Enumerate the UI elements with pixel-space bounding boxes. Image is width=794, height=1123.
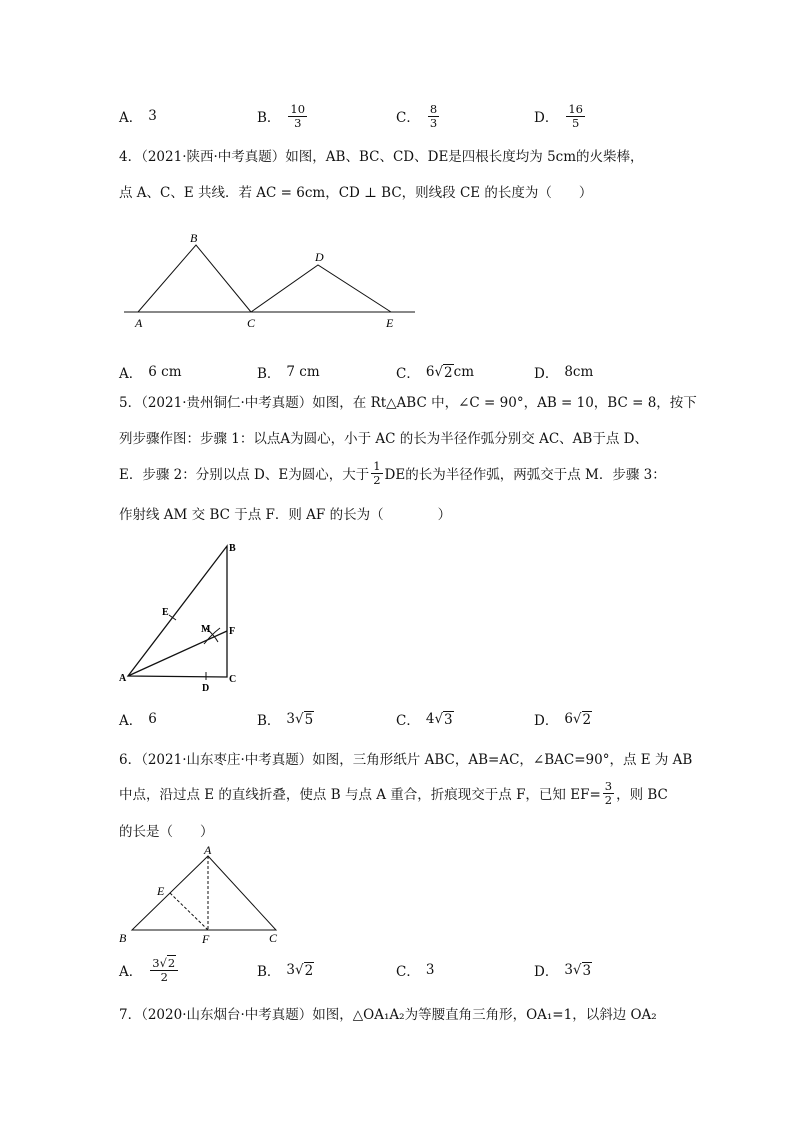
option-value: 6	[148, 711, 157, 727]
point-b-label: B	[229, 543, 236, 554]
question-number: 7．	[119, 1007, 142, 1023]
question-source: （2020·山东烟台·中考真题）	[141, 1007, 313, 1023]
q3-option-d	[534, 98, 587, 134]
option-label: D．	[534, 110, 559, 126]
sqrt-sign: √	[434, 711, 444, 727]
sqrt-sign: √	[572, 962, 582, 978]
radicand: 2	[582, 711, 592, 728]
point-f-label: F	[202, 932, 210, 946]
unit: cm	[453, 364, 475, 380]
radicand: 3	[582, 962, 592, 979]
question-source: （2021·山东枣庄·中考真题）	[141, 752, 313, 768]
option-value: 3	[148, 108, 157, 124]
q5-option-a	[119, 701, 157, 737]
point-c-label: C	[229, 674, 237, 685]
q3-option-a	[119, 98, 157, 134]
option-label: B．	[257, 366, 281, 382]
q6-option-c	[396, 950, 434, 990]
option-label: C．	[396, 964, 420, 980]
q4-figure	[120, 224, 420, 334]
q5-line-3	[119, 458, 666, 488]
coefficient: 6	[564, 711, 573, 727]
option-label: A．	[119, 964, 143, 980]
question-text: DE的长为半径作弧，两弧交于点 M．步骤 3：	[384, 467, 666, 483]
point-c-label: C	[269, 931, 278, 945]
option-label: A．	[119, 366, 143, 382]
option-value: 8cm	[564, 364, 594, 380]
question-text: E．步骤 2：分别以点 D、E为圆心，大于	[119, 467, 370, 483]
point-a-label: A	[119, 673, 127, 684]
point-c-label: C	[247, 316, 256, 330]
fraction: $\frac{8}{3}$	[429, 101, 438, 130]
q4-option-d	[534, 354, 593, 390]
q6-line-2	[119, 778, 668, 808]
q5-option-d	[534, 701, 592, 737]
sqrt-sign: √	[159, 955, 167, 970]
radicand: 3	[444, 711, 453, 728]
fraction: $\frac{1}{2}$	[373, 458, 381, 487]
coefficient: 3	[286, 962, 296, 978]
question-number: 5．	[119, 395, 142, 411]
sqrt-sign: √	[572, 711, 582, 727]
option-label: A．	[119, 713, 143, 729]
point-b-label: B	[190, 231, 198, 245]
option-label: D．	[534, 964, 559, 980]
coefficient: 4	[425, 711, 435, 727]
radicand: 2	[167, 955, 176, 970]
q5-option-b	[257, 701, 314, 737]
point-e-label: E	[162, 607, 169, 618]
fraction: $\frac{3√2}{2}$	[150, 957, 178, 984]
point-e-label: E	[386, 316, 394, 330]
question-text: 如图，三角形纸片 ABC，AB=AC，∠BAC=90°，点 E 为 AB	[312, 752, 693, 768]
q6-figure	[116, 842, 286, 947]
q4-option-b	[257, 354, 320, 390]
option-value: 6 cm	[148, 364, 182, 380]
question-number: 4．	[119, 149, 142, 165]
point-d-label: D	[202, 683, 210, 693]
question-number: 6．	[119, 752, 142, 768]
question-text: 如图，AB、BC、CD、DE是四根长度均为 5cm的火柴棒，	[285, 149, 644, 165]
question-source: （2021·贵州铜仁·中考真题）	[141, 395, 313, 411]
coefficient: 6	[425, 364, 435, 380]
fraction: $\frac{10}{3}$	[290, 101, 306, 130]
q6-option-b	[257, 950, 314, 990]
q6-line-1	[119, 748, 692, 768]
point-f-label: F	[229, 626, 236, 637]
q5-options	[119, 701, 679, 737]
q5-line-2	[119, 427, 648, 447]
option-label: B．	[257, 964, 281, 980]
question-text: 的长是（ ）	[119, 824, 214, 840]
point-a-label: A	[135, 316, 143, 330]
point-a-label: A	[204, 843, 212, 857]
fraction: $\frac{3}{2}$	[604, 778, 613, 807]
q3-option-c	[396, 98, 441, 134]
radicand: 5	[304, 711, 314, 728]
option-label: B．	[257, 713, 281, 729]
option-label: B．	[257, 110, 281, 126]
question-text: ，则 BC	[616, 787, 668, 803]
q3-options	[119, 98, 679, 134]
option-label: C．	[396, 366, 420, 382]
question-text: 如图，△OA₁A₂为等腰直角三角形，OA₁=1，以斜边 OA₂	[312, 1007, 657, 1023]
point-d-label: D	[315, 250, 324, 264]
q6-option-a	[119, 950, 180, 990]
option-label: C．	[396, 713, 420, 729]
option-value: 3	[425, 962, 435, 978]
q5-figure	[116, 538, 256, 693]
point-m-label: M	[201, 624, 211, 635]
q3-option-b	[257, 98, 309, 134]
q5-line-4	[119, 503, 451, 523]
q7-line-1	[119, 1003, 657, 1023]
question-text: 点 A、C、E 共线．若 AC = 6cm，CD ⊥ BC，则线段 CE 的长度为（ ）	[119, 185, 593, 201]
question-source: （2021·陕西·中考真题）	[141, 149, 286, 165]
sqrt-sign: √	[434, 364, 444, 380]
q4-option-c	[396, 354, 474, 390]
radicand: 2	[304, 962, 314, 979]
option-label: D．	[534, 366, 559, 382]
option-label: C．	[396, 110, 420, 126]
question-text: 列步骤作图：步骤 1：以点A为圆心，小于 AC 的长为半径作弧分别交 AC、AB于点 D、	[119, 431, 648, 447]
question-text: 中点，沿过点 E 的直线折叠，使点 B 与点 A 重合，折痕现交于点 F，已知 EF=	[119, 787, 601, 803]
q4-options	[119, 354, 679, 390]
point-b-label: B	[119, 931, 127, 945]
q4-option-a	[119, 354, 182, 390]
q4-line-2	[119, 181, 592, 201]
q4-line-1	[119, 145, 644, 165]
coefficient: 3	[152, 955, 160, 970]
question-text: 作射线 AM 交 BC 于点 F．则 AF 的长为（ ）	[119, 507, 452, 523]
coefficient: 3	[564, 962, 573, 978]
q6-line-3	[119, 820, 214, 840]
q6-options	[119, 950, 679, 990]
question-text: 如图，在 Rt△ABC 中，∠C = 90°，AB = 10，BC = 8，按下	[312, 395, 697, 411]
coefficient: 3	[286, 711, 296, 727]
fraction: $\frac{16}{5}$	[568, 101, 583, 130]
q5-option-c	[396, 701, 454, 737]
sqrt-sign: √	[295, 962, 304, 978]
option-value: 7 cm	[286, 364, 320, 380]
option-label: D．	[534, 713, 559, 729]
q6-option-d	[534, 950, 592, 990]
point-e-label: E	[157, 884, 165, 898]
q5-line-1	[119, 391, 697, 411]
option-label: A．	[119, 110, 143, 126]
radicand: 2	[444, 364, 453, 381]
sqrt-sign: √	[295, 711, 304, 727]
